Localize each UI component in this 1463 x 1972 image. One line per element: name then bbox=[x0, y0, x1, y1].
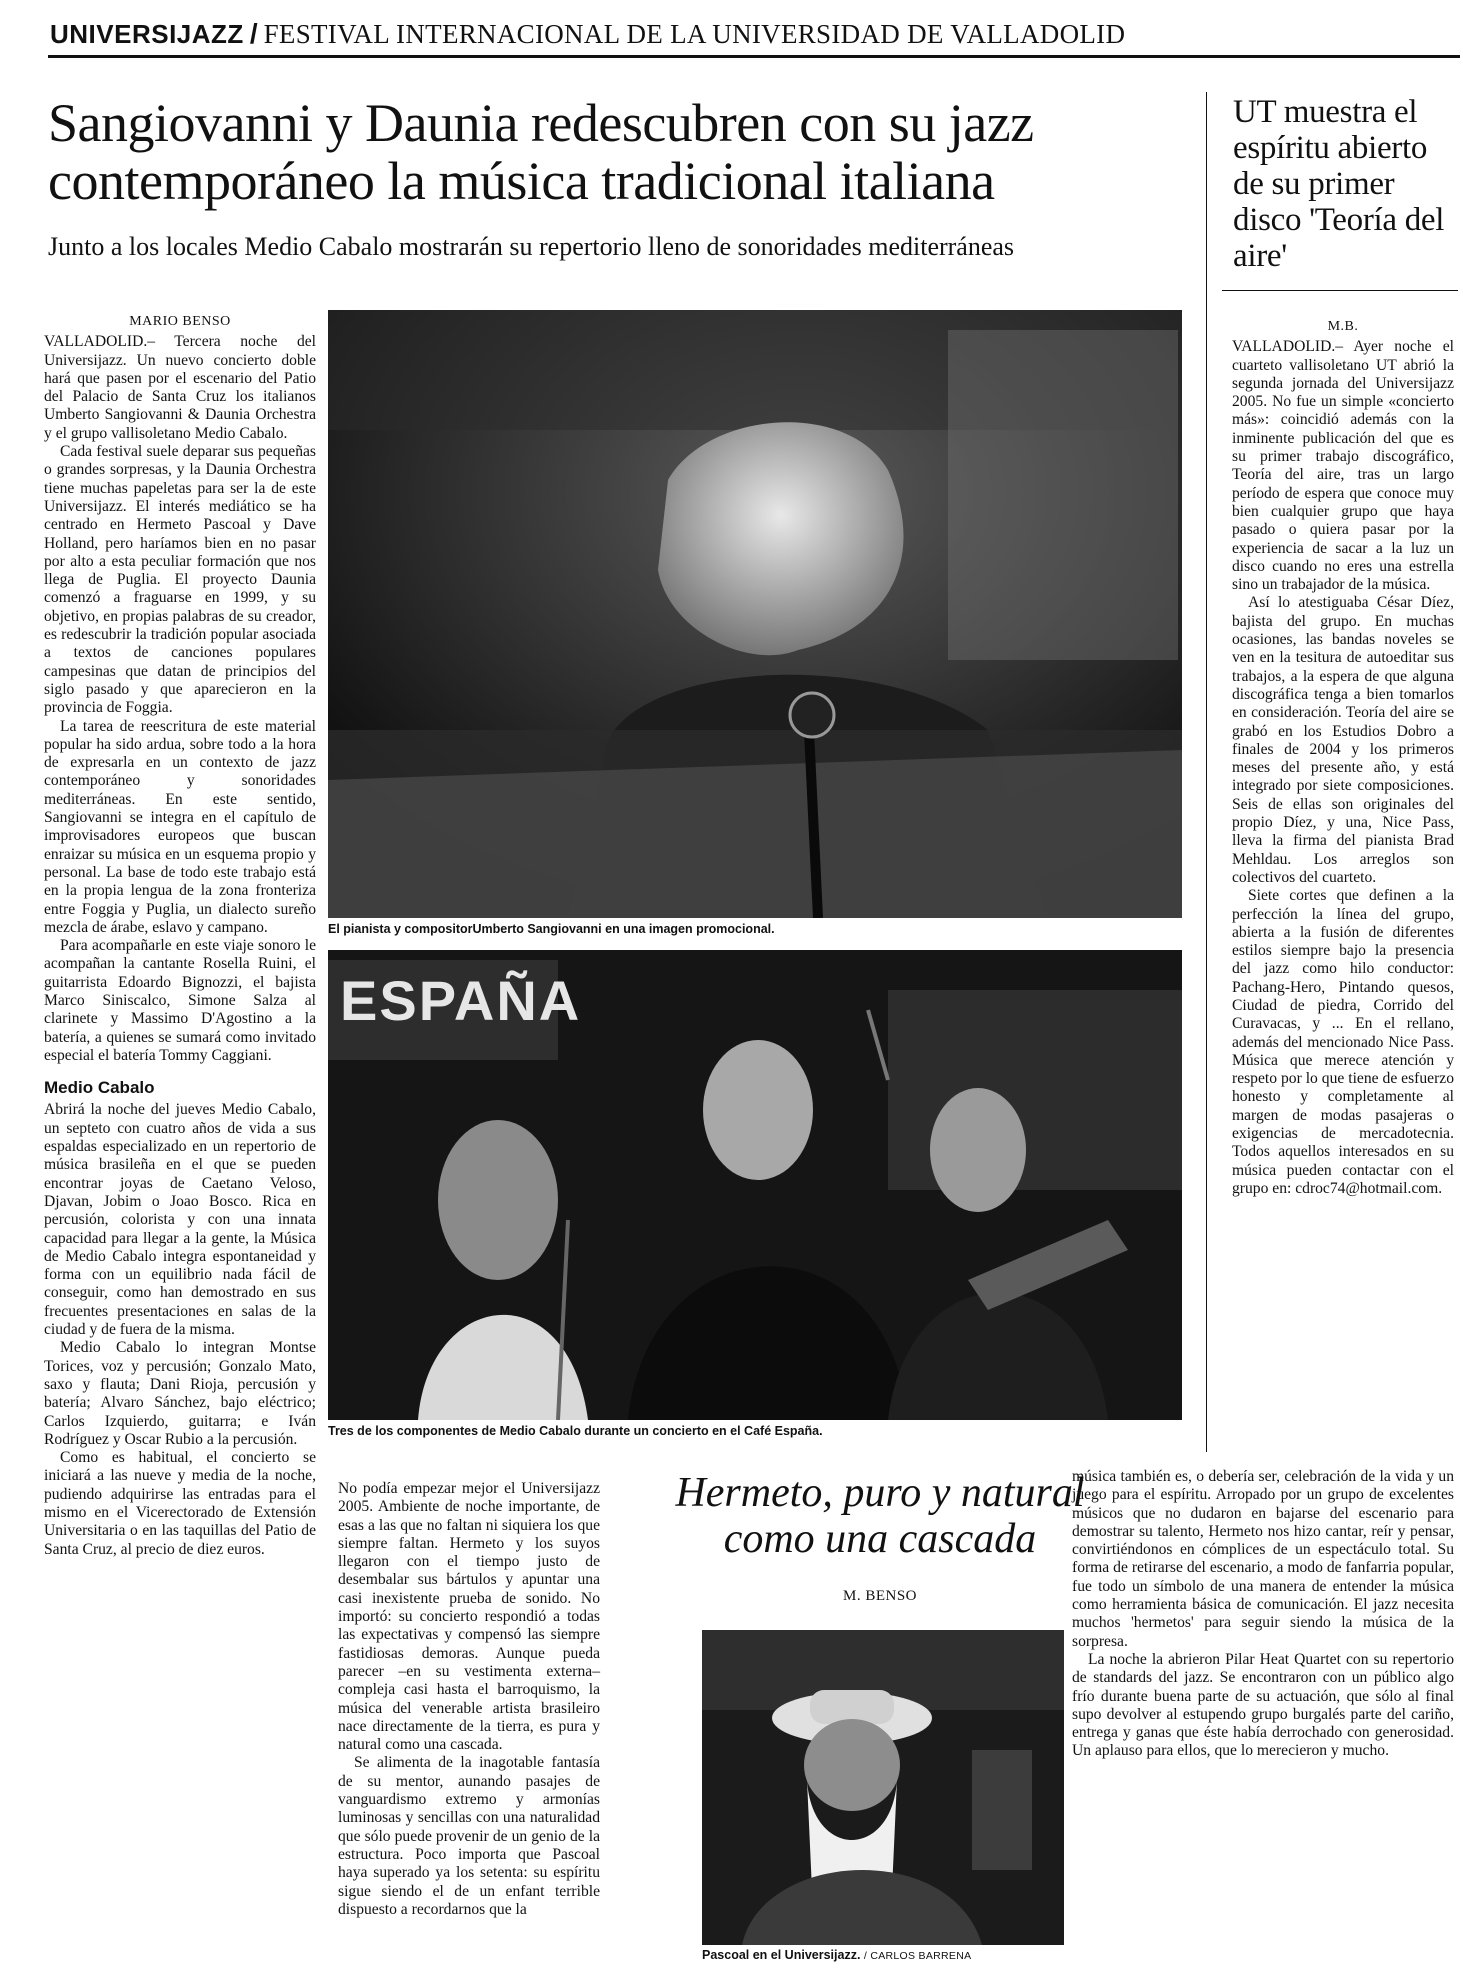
side-byline: M.B. bbox=[1327, 319, 1359, 334]
section-title: FESTIVAL INTERNACIONAL DE LA UNIVERSIDAD DE VALLADOLID bbox=[263, 19, 1126, 49]
main-paragraph: Cada festival suele deparar sus pequeñas o grandes sorpresas, y la Daunia Orchestra tiene muchas papeletas para ser la de este Universijazz. El interés mediático se ha centrado en Hermeto Pascoal y Dave Holland, pero haríamos bien en no pasar por alto a esta peculiar formación que nos llega de Puglia. El proyecto Daunia comenzó a fraguarse en 1999, y su objetivo, en propias palabras de su creador, es redescubrir la tradición popular asociada a textos de canciones populares campesinas que datan de principios del siglo pasado y que aparecieron en la provincia de Foggia. bbox=[44, 443, 316, 717]
header-rule bbox=[48, 55, 1460, 58]
main-paragraph: Para acompañarle en este viaje sonoro le acompañan la cantante Rosella Ruini, el guitarrista Edoardo Bignozzi, el bajista Marco Siniscalco, Simone Salza al clarinete y Massimo D'Agostino a la batería, a quienes se sumará como invitado especial el batería Tommy Caggiani. bbox=[44, 937, 316, 1064]
main-subheadline: Junto a los locales Medio Cabalo mostrarán su repertorio lleno de sonoridades mediterráneas bbox=[48, 232, 1015, 261]
main-paragraph: Como es habitual, el concierto se iniciará a las nueve y media de la noche, pudiendo adquirirse las entradas para el mismo en el Vicerectorado de Extensión Universitaria o en las taquillas del Patio de Santa Cruz, al precio de diez euros. bbox=[44, 1449, 316, 1558]
hermeto-column-2 bbox=[1072, 1468, 1454, 1761]
hermeto-byline: M. BENSO bbox=[842, 1588, 917, 1604]
main-article-column bbox=[44, 313, 316, 1559]
photo-pascoal-credit: / CARLOS BARRENA bbox=[863, 1950, 972, 1962]
column-rule bbox=[1206, 92, 1207, 1452]
main-headline bbox=[48, 94, 1198, 210]
side-headline: UT muestra el espíritu abierto de su primer disco 'Teoría del aire' bbox=[1233, 94, 1445, 274]
photo-pascoal-caption bbox=[702, 1948, 1082, 1962]
main-headline-line1: Sangiovanni y Daunia redescubren con su jazz bbox=[48, 93, 1034, 153]
hermeto-paragraph: Se alimenta de la inagotable fantasía de su mentor, aunando pasajes de vanguardismo extremo y armonías luminosas y sencillas con una naturalidad que sólo puede provenir de un genio de la estructura. Poco importa que Pascoal haya superado ya los setenta: su espíritu sigue siendo el de un enfant terrible dispuesto a recordarnos que la bbox=[338, 1754, 600, 1918]
hermeto-column-1 bbox=[338, 1480, 600, 1919]
photo-pascoal-caption-text: Pascoal en el Universijazz. bbox=[702, 1948, 861, 1962]
section-slash: / bbox=[249, 18, 258, 49]
hermeto-paragraph: música también es, o debería ser, celebración de la vida y un juego para el espíritu. Arropado por un grupo de excelentes músicos que no dudaron en bajarse del escenario para demostrar su talento, Hermeto nos hizo cantar, reír y pensar, convirtiéndonos en cómplices de un espectáculo total. Su forma de retirarse del escenario, a modo de fanfarria popular, fue todo un símbolo de una manera de entender la música como herramienta básica de comunicación. El jazz necesita muchos 'hermetos' para seguir siendo la música de la sorpresa. bbox=[1072, 1468, 1454, 1650]
main-paragraph: La tarea de reescritura de este material popular ha sido ardua, sobre todo a la hora de expresarla en un contexto de jazz contemporáneo y sonoridades mediterráneas. En este sentido, Sangiovanni se integra en el capítulo de improvisadores europeos que buscan enraizar su música en un esquema propio y personal. La base de todo este trabajo está en la propia lengua de la zona fronteriza entre Foggia y Puglia, un dialecto sureño mezcla de árabe, eslavo y campano. bbox=[44, 717, 316, 936]
espana-sign: ESPAÑA bbox=[340, 969, 582, 1032]
main-headline-line2: contemporáneo la música tradicional italiana bbox=[48, 151, 995, 211]
photo-pascoal-image bbox=[702, 1630, 1064, 1945]
section-header bbox=[50, 18, 1460, 54]
main-byline: MARIO BENSO bbox=[129, 314, 231, 329]
photo-medio-cabalo-caption: Tres de los componentes de Medio Cabalo durante un concierto en el Café España. bbox=[328, 1424, 823, 1438]
hermeto-paragraph: No podía empezar mejor el Universijazz 2005. Ambiente de noche importante, de esas a las que no faltan ni siquiera los que siempre faltan. Hermeto y los suyos llegaron con el tiempo justo de desembalar sus bártulos y apuntar una casi inexistente prueba de sonido. No importó: su concierto respondió a todas las expectativas y compensó las siempre fastidiosas demoras. Aunque pueda parecer –en su vestimenta externa– compleja casi hasta el barroquismo, la música del venerable artista brasileiro nace directamente de la tierra, es pura y natural como una cascada. bbox=[338, 1480, 600, 1754]
main-paragraph: VALLADOLID.– Tercera noche del Universijazz. Un nuevo concierto doble hará que pasen por el escenario del Patio del Palacio de Santa Cruz los italianos Umberto Sangiovanni & Daunia Orchestra y el grupo vallisoletano Medio Cabalo. bbox=[44, 333, 316, 442]
side-article-column bbox=[1232, 318, 1454, 1198]
hermeto-headline-line2: como una cascada bbox=[723, 1516, 1037, 1562]
side-paragraph: Así lo atestiguaba César Díez, bajista del grupo. En muchas ocasiones, las bandas noveles se ven en la tesitura de autoeditar sus trabajos, a la espera de que alguna discográfica tenga a bien tomarlos en consideración. Teoría del aire se grabó en los Estudios Dobro a finales de 2004 y los primeros meses del presente año, y está integrado por siete composiciones. Seis de ellas son originales del propio Díez, y una, Nice Pass, lleva la firma del pianista Brad Mehldau. Los arreglos son colectivos del cuarteto. bbox=[1232, 594, 1454, 886]
side-paragraph: Siete cortes que definen a la perfección la línea del grupo, abierta a la fusión de diferentes estilos siempre bajo la presencia del jazz como hilo conductor: Pachang-Hero, Pintando quesos, Ciudad de piedra, Corrido del Curavacas, y ... En el rellano, además del mencionado Nice Pass. Música que merece atención y respeto por lo que tiene de esfuerzo honesto y completamente al margen de modas pasajeras o exigencias de mercadotecnia. Todos aquellos interesados en su música pueden contactar con el grupo en: cdroc74@hotmail.com. bbox=[1232, 887, 1454, 1197]
main-paragraph: Medio Cabalo lo integran Montse Torices, voz y percusión; Gonzalo Mato, saxo y flauta; Dani Rioja, percusión y batería; Alvaro Sánchez, bajo eléctrico; Carlos Izquierdo, guitarra; e Iván Rodríguez y Oscar Rubio a la percusión. bbox=[44, 1339, 316, 1448]
section-kicker: UNIVERSIJAZZ bbox=[50, 19, 244, 49]
photo-medio-cabalo bbox=[328, 950, 1182, 1420]
photo-sangiovanni-image bbox=[328, 310, 1182, 918]
main-paragraph: Abrirá la noche del jueves Medio Cabalo, un septeto con cuatro años de vida a sus espaldas especializado en un repertorio de música brasileña en el que se pueden encontrar joyas de Caetano Veloso, Djavan, Jobim o Joao Bosco. Rica en percusión, colorista y con una innata capacidad para llegar a la gente, la Música de Medio Cabalo integra espontaneidad y forma con un equilibrio nada fácil de conseguir, como han demostrado en sus frecuentes presentaciones en salas de la ciudad y de fuera de la misma. bbox=[44, 1101, 316, 1339]
hermeto-headline-line1: Hermeto, puro y natural bbox=[675, 1470, 1085, 1516]
photo-sangiovanni bbox=[328, 310, 1182, 918]
side-paragraph: VALLADOLID.– Ayer noche el cuarteto vallisoletano UT abrió la segunda jornada del Universijazz 2005. No fue un simple «concierto más»: coincidió además con la inminente publicación del que es su primer trabajo discográfico, Teoría del aire, tras un largo período de espera que conoce muy bien cualquier grupo que haya pasado o quiera pasar por la experiencia de sacar a la luz un disco cuando no eres una estrella sino un trabajador de la música. bbox=[1232, 338, 1454, 594]
medio-cabalo-subtitle: Medio Cabalo bbox=[44, 1078, 155, 1098]
photo-sangiovanni-caption: El pianista y compositorUmberto Sangiovanni en una imagen promocional. bbox=[328, 922, 775, 936]
photo-pascoal bbox=[702, 1630, 1064, 1945]
side-headline-rule bbox=[1222, 290, 1458, 291]
hermeto-paragraph: La noche la abrieron Pilar Heat Quartet con su repertorio de standards del jazz. Se encontraron con un público algo frío durante buena parte de su actuación, que sólo al final supo devolver al estupendo grupo burgalés parte del cariño, entrega y ganas que éste había derrochado con generosidad. Un aplauso para ellos, que lo merecieron y mucho. bbox=[1072, 1650, 1454, 1760]
